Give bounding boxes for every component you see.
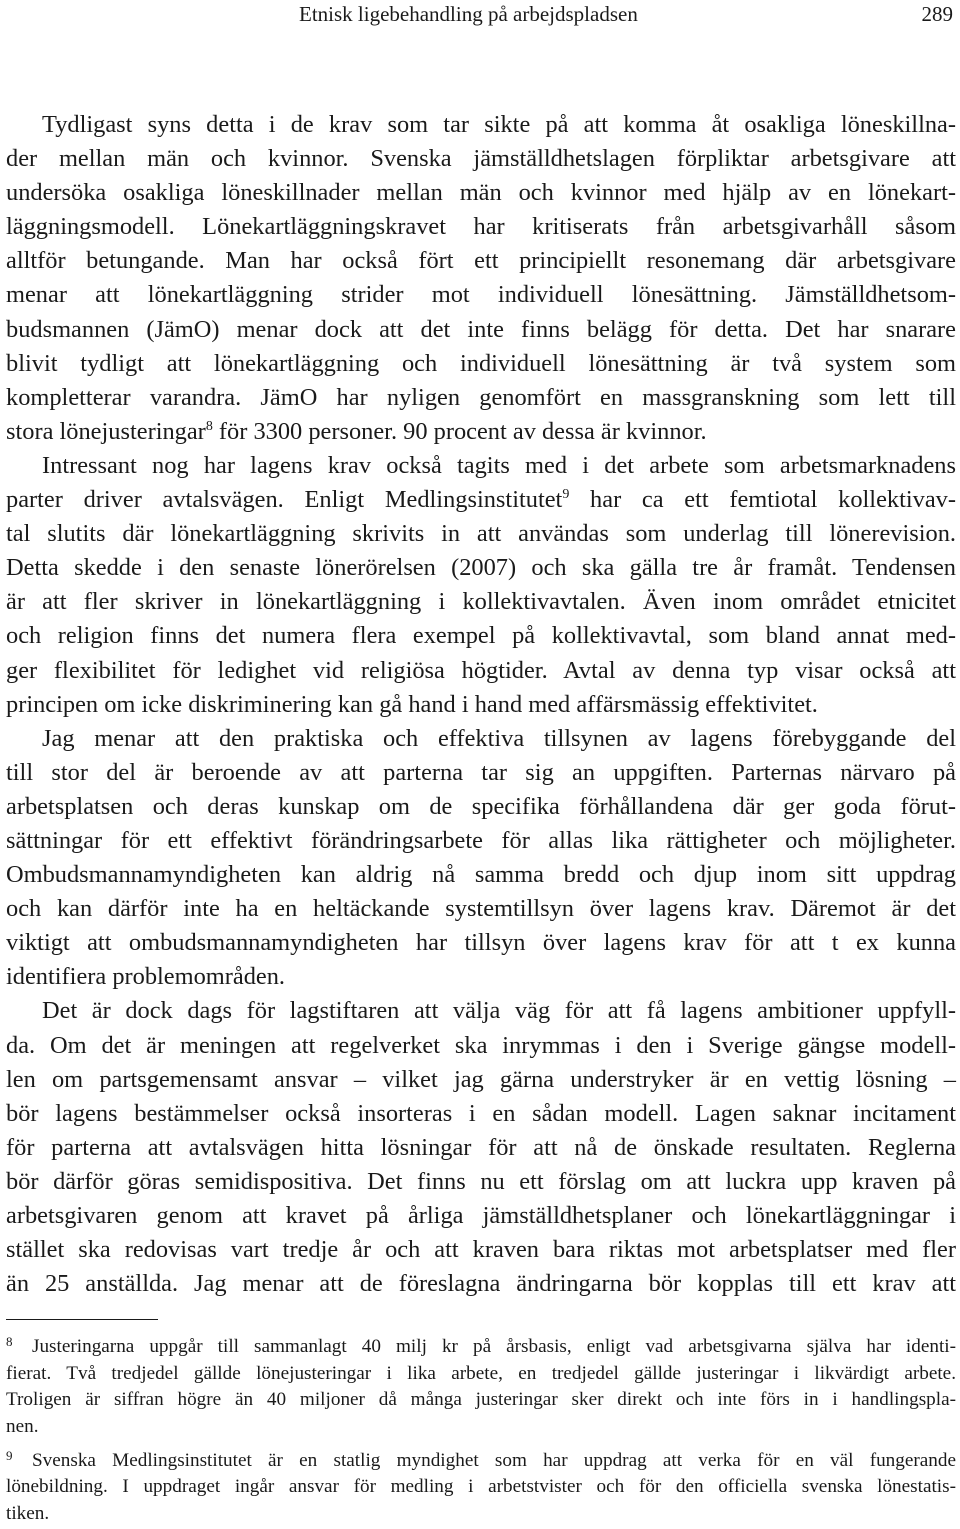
footnote-text: fierat. Två tredjedel gällde lönejusteringar i lika arbete, en tredjedel gällde justeringar i likvärdigt arbete.: [6, 1362, 956, 1384]
text-line: len om partsgemensamt ansvar – vilket jag gärna understryker är en vettig lösning –: [6, 1065, 956, 1093]
text-line: arbetsplatsen och deras kunskap om de specifika förhållandena där ger goda förut-: [6, 792, 956, 820]
text-line: tal slutits där lönekartläggning skrivits in att användas som underlag till lönerevision.: [6, 520, 956, 548]
text-line: principen om icke diskriminering kan gå hand i hand med affärsmässig effektivitet.: [6, 690, 818, 718]
footnotes: [6, 1334, 956, 1528]
text-line: läggningsmodell. Lönekartläggningskravet har kritiserats från arbetsgivarhåll såsom: [6, 213, 956, 241]
footnote-text: Justeringarna uppgår till sammanlagt 40 milj kr på årsbasis, enligt vad arbetsgivarna själva har identi-: [32, 1336, 956, 1357]
footnote-line: [6, 1474, 956, 1501]
text-line: bör därför göras semidispositiva. Det finns nu ett förslag om att luckra upp kraven på: [6, 1167, 956, 1195]
body-text: [6, 108, 956, 1301]
page-number: 289: [921, 2, 953, 26]
text-line: och religion finns det numera flera exempel på kollektivavtal, som bland annat med-: [6, 622, 956, 650]
footnote-9: [6, 1448, 956, 1528]
text-segment: för 3300 personer. 90 procent av dessa är kvinnor.: [212, 417, 707, 445]
text-line: och kan därför inte ha en heltäckande systemtillsyn över lagens krav. Däremot är det: [6, 895, 956, 923]
footnote-reference[interactable]: 9: [562, 487, 570, 503]
text-segment: parter driver avtalsvägen. Enligt Medlingsinstitutet: [6, 486, 563, 514]
footnote-line: [6, 1414, 956, 1441]
footnote-divider: [6, 1319, 158, 1320]
text-line: Jag menar att den praktiska och effektiva tillsynen av lagens förebyggande del: [42, 724, 956, 752]
footnote-reference[interactable]: 8: [205, 418, 213, 434]
footnote-text: Svenska Medlingsinstitutet är en statlig myndighet som har uppdrag att verka för en väl fungerande: [32, 1449, 956, 1471]
footnote-line: [6, 1387, 956, 1414]
text-line: alltför betungande. Man har också fört ett principiellt resonemang där arbetsgivare: [6, 247, 956, 275]
footnote-text: lönebildning. I uppdraget ingår ansvar för medling i arbetstvister och för den officiella svenska lönestatis-: [6, 1476, 956, 1498]
text-line: Intressant nog har lagens krav också tagits med i det arbete som arbetsmarknadens: [42, 451, 956, 479]
footnote-text: tiken.: [6, 1503, 50, 1525]
text-line: blivit tydligt att lönekartläggning och individuell lönesättning är två system som: [6, 349, 956, 377]
text-line: sättningar för ett effektivt förändringsarbete för allas lika rättigheter och möjligheter.: [6, 826, 956, 854]
text-line: menar att lönekartläggning strider mot individuell lönesättning. Jämställdhetsom-: [6, 281, 956, 309]
text-line: da. Om det är meningen att regelverket ska inrymmas i den i Sverige gängse modell-: [6, 1031, 956, 1059]
running-title: Etnisk ligebehandling på arbejdspladsen: [299, 2, 638, 26]
footnote-line: [6, 1361, 956, 1388]
text-line: budsmannen (JämO) menar dock att det inte finns belägg för detta. Det har snarare: [6, 315, 956, 343]
text-line: [6, 483, 956, 517]
footnote-text: Troligen är siffran högre än 40 miljoner då många justeringar sker direkt och inte förs in i handlingspla-: [6, 1389, 956, 1411]
text-line: stället ska redovisas vart tredje år och att kraven bara riktas mot arbetsplatser med fler: [6, 1236, 956, 1264]
running-header: [0, 0, 960, 30]
text-line: [6, 415, 956, 449]
text-line: identifiera problemområden.: [6, 963, 286, 991]
text-line: Det är dock dags för lagstiftaren att välja väg för att få lagens ambitioner uppfyll-: [42, 997, 956, 1025]
text-segment: stora lönejusteringar: [6, 417, 206, 445]
text-line: än 25 anställda. Jag menar att de föreslagna ändringarna bör kopplas till ett krav att: [6, 1270, 956, 1298]
footnote-line: 9 Svenska Medlingsinstitutet är en statlig myndighet som har uppdrag att verka för en väl fungerande: [6, 1447, 956, 1471]
text-line: undersöka osakliga löneskillnader mellan män och kvinnor med hjälp av en lönekart-: [6, 179, 956, 207]
text-line: Ombudsmannamyndigheten kan aldrig nå samma bredd och djup inom sitt uppdrag: [6, 861, 956, 889]
footnote-line: 8 Justeringarna uppgår till sammanlagt 40 milj kr på årsbasis, enligt vad arbetsgivarna själva har identi-: [6, 1334, 956, 1357]
text-line: bör lagens bestämmelser också insorteras i en sådan modell. Lagen saknar incitament: [6, 1099, 956, 1127]
text-line: Detta skedde i den senaste lönerörelsen (2007) och ska gälla tre år framåt. Tendensen: [6, 554, 956, 582]
text-line: till stor del är beroende av att parterna tar sig an uppgiften. Parternas närvaro på: [6, 758, 956, 786]
text-segment: har ca ett femtiotal kollektivav-: [569, 486, 956, 514]
text-line: Tydligast syns detta i de krav som tar sikte på att komma åt osakliga löneskillna-: [42, 111, 956, 138]
footnote-8: [6, 1334, 956, 1441]
footnote-text: nen.: [6, 1416, 39, 1438]
text-line: kompletterar varandra. JämO har nyligen genomfört en massgranskning som lett till: [6, 383, 956, 411]
text-line: viktigt att ombudsmannamyndigheten har tillsyn över lagens krav för att t ex kunna: [6, 929, 956, 957]
footnote-line: [6, 1501, 956, 1528]
footnote-gap: [6, 1441, 956, 1448]
text-line: der mellan män och kvinnor. Svenska jämställdhetslagen förpliktar arbetsgivare att: [6, 145, 956, 173]
text-line: för parterna att avtalsvägen hitta lösningar för att nå de önskade resultaten. Reglerna: [6, 1133, 956, 1161]
text-line: ger flexibilitet för ledighet vid religiösa högtider. Avtal av denna typ visar också att: [6, 656, 956, 684]
text-line: är att fler skriver in lönekartläggning i kollektivavtalen. Även inom området etnicitet: [6, 588, 956, 616]
text-line: arbetsgivaren genom att kravet på årliga jämställdhetsplaner och lönekartläggningar i: [6, 1202, 956, 1229]
